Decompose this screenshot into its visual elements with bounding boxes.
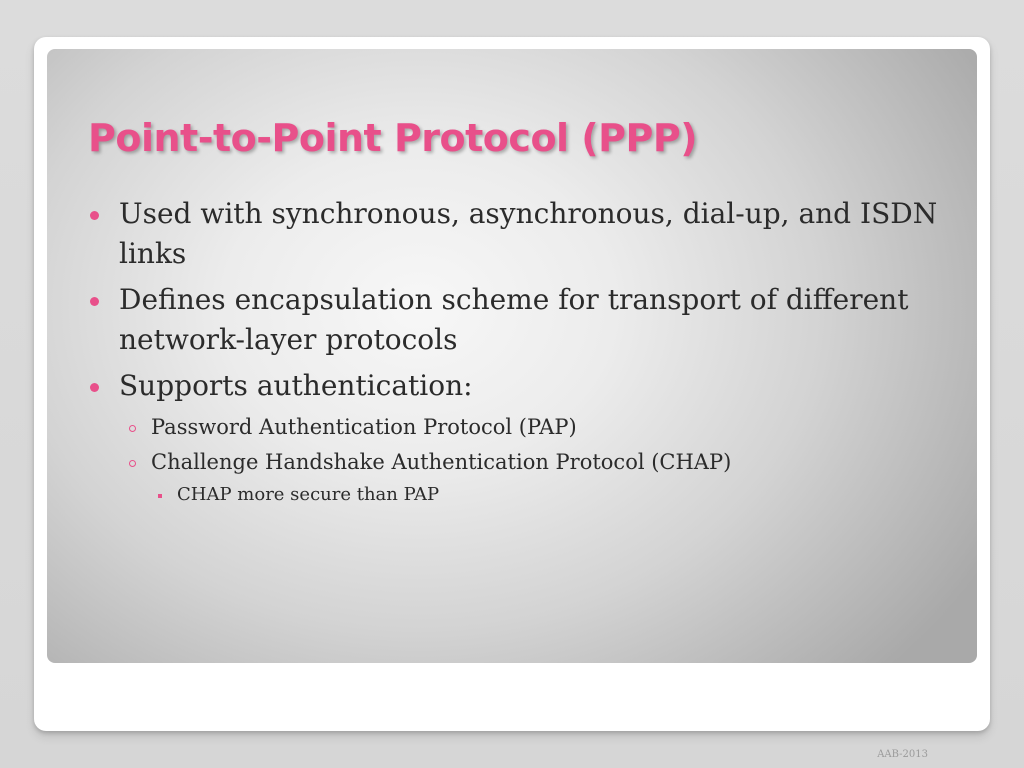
bullet-item-synchronous-links — [90, 194, 950, 274]
bullet-ring-icon — [129, 460, 136, 467]
sub-bullet-text: Challenge Handshake Authentication Protocol (CHAP) — [151, 450, 732, 474]
sub-sub-bullet-item-chap-secure — [90, 482, 950, 508]
sub-bullet-text: Password Authentication Protocol (PAP) — [151, 415, 577, 439]
sub-bullet-item-chap — [90, 447, 950, 477]
sub-sub-bullet-text: CHAP more secure than PAP — [177, 484, 440, 505]
bullet-item-encapsulation — [90, 280, 950, 360]
bullet-dot-icon — [90, 383, 99, 392]
bullet-ring-icon — [129, 425, 136, 432]
bullet-list — [90, 194, 950, 508]
footer-label: AAB-2013 — [877, 749, 928, 760]
bullet-text: Defines encapsulation scheme for transport of different network-layer protocols — [119, 283, 909, 356]
bullet-dot-icon — [90, 297, 99, 306]
sub-bullet-item-pap — [90, 412, 950, 442]
slide-title: Point-to-Point Protocol (PPP) — [88, 116, 698, 160]
bullet-item-authentication — [90, 366, 950, 406]
bullet-square-icon — [158, 494, 162, 498]
bullet-text: Used with synchronous, asynchronous, dial-up, and ISDN links — [119, 197, 938, 270]
bullet-dot-icon — [90, 211, 99, 220]
bullet-text: Supports authentication: — [119, 369, 473, 402]
